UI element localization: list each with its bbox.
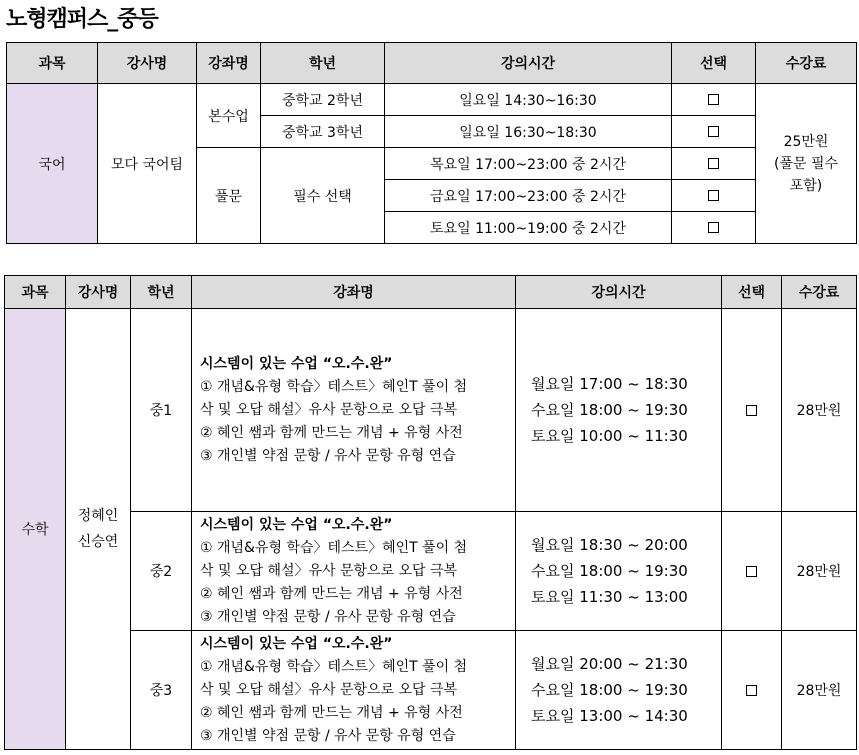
course-line: ① 개념&유형 학습〉테스트〉혜인T 풀이 첨 — [200, 378, 468, 395]
header-subject: 과목 — [7, 43, 98, 84]
select-cell[interactable] — [722, 309, 782, 512]
checkbox-icon[interactable] — [708, 158, 719, 169]
korean-course-table — [6, 42, 857, 244]
header-fee: 수강료 — [756, 43, 857, 84]
course-headline: 시스템이 있는 수업 “오.수.완” — [200, 355, 393, 372]
course-line: ③ 개인별 약점 문항 / 유사 문항 유형 연습 — [200, 727, 456, 744]
grade-cell: 중2 — [131, 512, 192, 631]
teacher-cell: 모다 국어팀 — [98, 84, 197, 244]
course-line: ② 혜인 쌤과 함께 만드는 개념 + 유형 사전 — [200, 585, 463, 602]
table-row — [5, 309, 857, 512]
course-cell: 본수업 — [197, 84, 261, 148]
time-slot: 토요일 11:30 ~ 13:00 — [531, 588, 688, 606]
checkbox-icon[interactable] — [746, 405, 757, 416]
course-line: 삭 및 오답 해설〉유사 문항으로 오답 극복 — [200, 681, 458, 698]
header-select: 선택 — [722, 276, 782, 309]
table-row — [7, 84, 857, 116]
time-cell: 일요일 14:30~16:30 — [385, 84, 672, 116]
table-row — [5, 512, 857, 631]
grade-cell: 중학교 2학년 — [261, 84, 385, 116]
checkbox-icon[interactable] — [746, 685, 757, 696]
grade-cell: 필수 선택 — [261, 148, 385, 244]
time-slot: 월요일 18:30 ~ 20:00 — [531, 536, 688, 554]
course-line: ② 혜인 쌤과 함께 만드는 개념 + 유형 사전 — [200, 704, 463, 721]
header-grade: 학년 — [261, 43, 385, 84]
teacher-name: 정혜인 — [77, 508, 119, 524]
time-slot: 수요일 18:00 ~ 19:30 — [531, 562, 688, 580]
course-line: ③ 개인별 약점 문항 / 유사 문항 유형 연습 — [200, 447, 456, 464]
select-cell[interactable] — [672, 116, 756, 148]
header-select: 선택 — [672, 43, 756, 84]
time-slot: 토요일 13:00 ~ 14:30 — [531, 707, 688, 725]
course-line: ② 혜인 쌤과 함께 만드는 개념 + 유형 사전 — [200, 424, 463, 441]
grade-cell: 중3 — [131, 631, 192, 750]
table-row — [5, 631, 857, 750]
course-desc-cell — [192, 309, 516, 512]
header-course: 강좌명 — [197, 43, 261, 84]
fee-note-line1: (풀문 필수 — [773, 155, 838, 172]
select-cell[interactable] — [672, 84, 756, 116]
time-cell — [516, 309, 722, 512]
select-cell[interactable] — [722, 512, 782, 631]
checkbox-icon[interactable] — [708, 190, 719, 201]
fee-note-line2: 포함) — [789, 177, 823, 194]
course-line: 삭 및 오답 해설〉유사 문항으로 오답 극복 — [200, 562, 458, 579]
subject-cell: 국어 — [7, 84, 98, 244]
checkbox-icon[interactable] — [746, 566, 757, 577]
fee-cell: 28만원 — [782, 309, 857, 512]
time-cell: 금요일 17:00~23:00 중 2시간 — [385, 180, 672, 212]
fee-cell: 28만원 — [782, 631, 857, 750]
course-headline: 시스템이 있는 수업 “오.수.완” — [200, 516, 393, 533]
course-line: ③ 개인별 약점 문항 / 유사 문항 유형 연습 — [200, 608, 456, 625]
course-line: ① 개념&유형 학습〉테스트〉혜인T 풀이 첨 — [200, 539, 468, 556]
time-cell: 목요일 17:00~23:00 중 2시간 — [385, 148, 672, 180]
time-cell: 일요일 16:30~18:30 — [385, 116, 672, 148]
header-time: 강의시간 — [385, 43, 672, 84]
header-grade: 학년 — [131, 276, 192, 309]
header-time: 강의시간 — [516, 276, 722, 309]
select-cell[interactable] — [672, 212, 756, 244]
header-fee: 수강료 — [782, 276, 857, 309]
time-slot: 월요일 20:00 ~ 21:30 — [531, 655, 688, 673]
time-slot: 월요일 17:00 ~ 18:30 — [531, 375, 688, 393]
header-teacher: 강사명 — [66, 276, 131, 309]
course-line: ① 개념&유형 학습〉테스트〉혜인T 풀이 첨 — [200, 658, 468, 675]
time-cell — [516, 631, 722, 750]
course-desc-cell — [192, 512, 516, 631]
select-cell[interactable] — [672, 180, 756, 212]
select-cell[interactable] — [672, 148, 756, 180]
checkbox-icon[interactable] — [708, 126, 719, 137]
page-title: 노형캠퍼스_중등 — [6, 7, 158, 32]
time-cell: 토요일 11:00~19:00 중 2시간 — [385, 212, 672, 244]
header-teacher: 강사명 — [98, 43, 197, 84]
header-subject: 과목 — [5, 276, 66, 309]
time-slot: 수요일 18:00 ~ 19:30 — [531, 681, 688, 699]
checkbox-icon[interactable] — [708, 222, 719, 233]
course-headline: 시스템이 있는 수업 “오.수.완” — [200, 635, 393, 652]
header-course: 강좌명 — [192, 276, 516, 309]
teacher-cell — [66, 309, 131, 750]
teacher-name: 신승연 — [77, 534, 119, 550]
course-line: 삭 및 오답 해설〉유사 문항으로 오답 극복 — [200, 401, 458, 418]
checkbox-icon[interactable] — [708, 94, 719, 105]
grade-cell: 중학교 3학년 — [261, 116, 385, 148]
time-cell — [516, 512, 722, 631]
course-desc-cell — [192, 631, 516, 750]
time-slot: 토요일 10:00 ~ 11:30 — [531, 427, 688, 445]
select-cell[interactable] — [722, 631, 782, 750]
fee-cell: 28만원 — [782, 512, 857, 631]
time-slot: 수요일 18:00 ~ 19:30 — [531, 401, 688, 419]
fee-amount: 25만원 — [783, 133, 829, 150]
course-cell: 풀문 — [197, 148, 261, 244]
subject-cell: 수학 — [5, 309, 66, 750]
math-course-table — [4, 275, 857, 750]
fee-cell — [756, 84, 857, 244]
grade-cell: 중1 — [131, 309, 192, 512]
